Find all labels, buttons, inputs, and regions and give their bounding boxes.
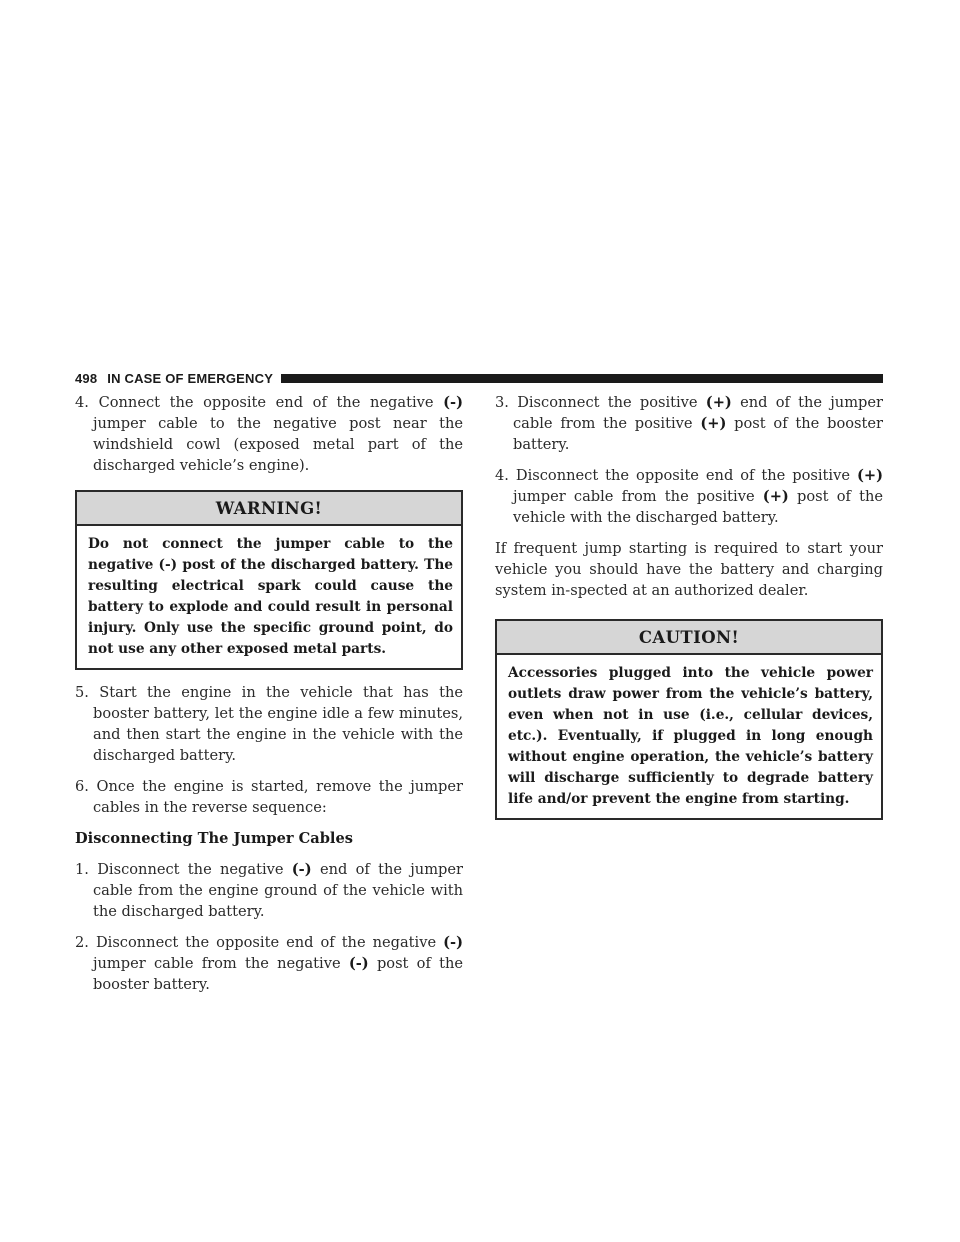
- step-text: jumper cable from the negative: [93, 955, 349, 972]
- step-5: [75, 682, 463, 766]
- warning-text: Do not connect the jumper cable to the negative (-) post of the discharged battery. The resulting electrical spark could cause the battery to explode and could result in personal injury. Only use the specific ground point, do not use any other exposed metal parts.: [88, 536, 453, 657]
- warning-box: [75, 490, 463, 670]
- step-number: 5.: [75, 684, 89, 701]
- step-text: end of the jumper cable from the engine ground of the vehicle with the discharged battery.: [93, 861, 463, 920]
- step-6: [75, 776, 463, 818]
- subheading-disconnecting: Disconnecting The Jumper Cables: [75, 830, 353, 847]
- step-text: post of the booster battery.: [513, 415, 883, 453]
- step-4: [75, 392, 463, 476]
- step-number: 3.: [495, 394, 509, 411]
- warning-title: WARNING!: [77, 492, 461, 526]
- positive-symbol: (+): [762, 488, 789, 505]
- header-rule: [281, 374, 883, 383]
- step-text: jumper cable to the negative post near the windshield cowl (exposed metal part of the discharged vehicle’s engine).: [93, 415, 463, 474]
- disconnect-step-4: [495, 465, 883, 528]
- positive-symbol: (+): [700, 415, 727, 432]
- step-number: 2.: [75, 934, 89, 951]
- step-text: post of the booster battery.: [93, 955, 463, 993]
- negative-symbol: (-): [291, 861, 312, 878]
- step-text: jumper cable from the positive: [513, 488, 763, 505]
- page-number: 498: [75, 370, 98, 386]
- disconnect-step-1: [75, 859, 463, 922]
- step-text: Connect the opposite end of the negative: [98, 394, 444, 411]
- frequent-jump-paragraph: If frequent jump starting is required to start your vehicle you should have the battery and charging system in-spected at an authorized dealer.: [495, 540, 883, 599]
- negative-symbol: (-): [443, 934, 463, 951]
- step-number: 4.: [495, 467, 509, 484]
- negative-symbol: (-): [443, 394, 463, 411]
- caution-box: [495, 619, 883, 820]
- step-number: 4.: [75, 394, 89, 411]
- step-number: 6.: [75, 778, 89, 795]
- caution-title: CAUTION!: [497, 621, 881, 655]
- negative-symbol: (-): [348, 955, 369, 972]
- positive-symbol: (+): [856, 467, 883, 484]
- positive-symbol: (+): [705, 394, 732, 411]
- step-text: post of the vehicle with the discharged battery.: [513, 488, 883, 526]
- step-text: Start the engine in the vehicle that has the booster battery, let the engine idle a few minutes, and then start the engine in the vehicle with the discharged battery.: [93, 684, 464, 764]
- page-header: [75, 369, 883, 387]
- disconnect-step-2: [75, 932, 463, 995]
- step-text: Disconnect the positive: [517, 394, 706, 411]
- left-column: [75, 392, 463, 1005]
- caution-text: Accessories plugged into the vehicle power outlets draw power from the vehicle’s battery, even when not in use (i.e., cellular devices, etc.). Eventually, if plugged in long enough without engine operation, the vehicle’s battery will discharge sufficiently to degrade battery life and/or prevent the engine from starting.: [508, 665, 873, 807]
- step-number: 1.: [75, 861, 89, 878]
- step-text: Disconnect the negative: [97, 861, 292, 878]
- step-text: end of the jumper cable from the positive: [513, 394, 883, 432]
- section-title: IN CASE OF EMERGENCY: [107, 370, 274, 386]
- right-column: [495, 392, 883, 830]
- step-text: Disconnect the opposite end of the positive: [515, 467, 857, 484]
- step-text: Disconnect the opposite end of the negative: [95, 934, 444, 951]
- disconnect-step-3: [495, 392, 883, 455]
- step-text: Once the engine is started, remove the jumper cables in the reverse sequence:: [93, 778, 463, 816]
